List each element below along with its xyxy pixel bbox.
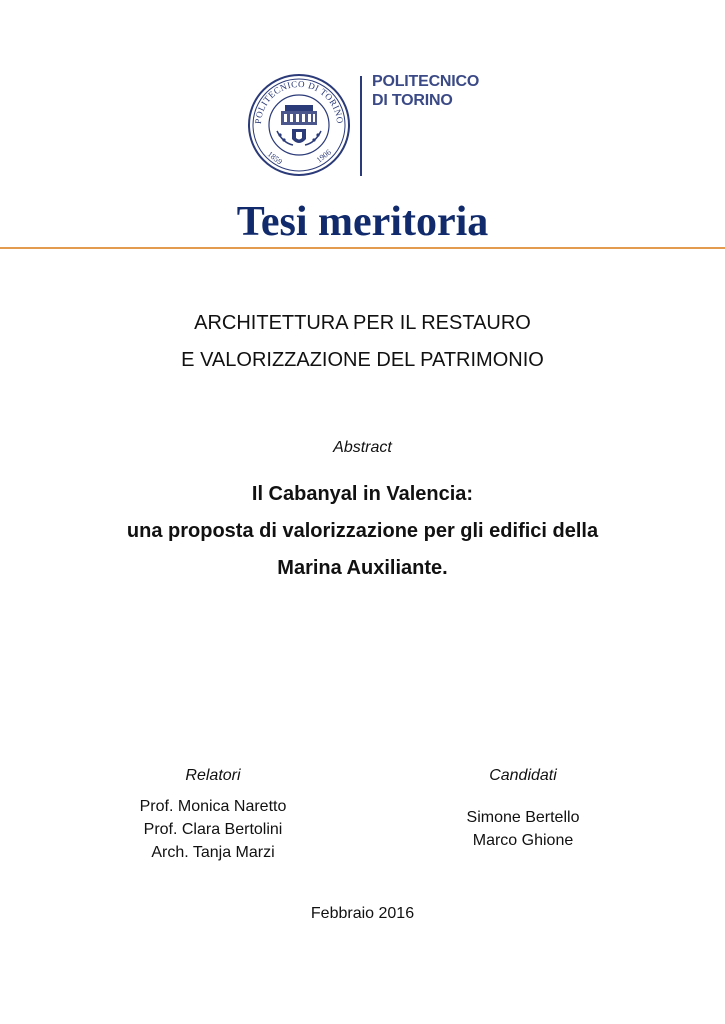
thesis-title-line3: Marina Auxiliante. [277, 557, 448, 579]
logo-divider [360, 76, 362, 176]
svg-text:1859: 1859 [265, 149, 284, 167]
abstract-label: Abstract [333, 439, 392, 456]
title-divider [0, 247, 725, 249]
supervisor-name: Prof. Monica Naretto [139, 798, 287, 815]
program-line2: E VALORIZZAZIONE DEL PATRIMONIO [181, 349, 544, 371]
candidate-name: Marco Ghione [472, 832, 574, 849]
thesis-title-line2: una proposta di valorizzazione per gli edifici della [126, 520, 599, 542]
logo-name-line1: POLITECNICO [372, 73, 480, 90]
submission-date: Febbraio 2016 [310, 905, 415, 922]
candidate-name: Simone Bertello [466, 809, 580, 826]
candidates-list [430, 806, 616, 852]
supervisor-name: Prof. Clara Bertolini [143, 821, 283, 838]
thesis-title-line1: Il Cabanyal in Valencia: [251, 483, 474, 505]
supervisors-block [120, 766, 306, 864]
supervisors-heading: Relatori [185, 767, 241, 784]
page-title: Tesi meritoria [236, 199, 489, 245]
candidates-heading: Candidati [489, 767, 557, 784]
degree-program [0, 305, 725, 379]
university-name-logo [372, 72, 479, 110]
candidates-block [430, 766, 616, 852]
supervisors-list [120, 795, 306, 864]
university-seal-logo [247, 73, 351, 177]
svg-text:POLITECNICO DI TORINO: POLITECNICO DI TORINO [252, 78, 346, 125]
thesis-title [0, 476, 725, 587]
logo-name-line2: DI TORINO [372, 92, 453, 109]
supervisor-name: Arch. Tanja Marzi [151, 844, 275, 861]
svg-text:1906: 1906 [314, 147, 333, 165]
program-line1: ARCHITETTURA PER IL RESTAURO [194, 312, 531, 334]
